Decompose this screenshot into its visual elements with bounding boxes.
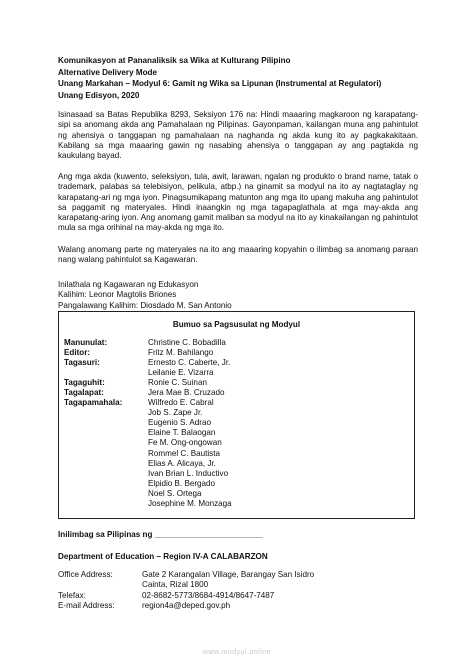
contact-block xyxy=(58,570,314,611)
office-address-row xyxy=(58,570,314,591)
credit-row xyxy=(64,388,232,398)
credit-name: Fritz M. Bahilango xyxy=(148,348,214,358)
module-title: Unang Markahan – Modyul 6: Gamit ng Wika sa Lipunan (Instrumental at Regulatori) xyxy=(58,79,382,88)
credit-name: Fe M. Ong-ongowan xyxy=(148,438,222,448)
credits-title: Bumuo sa Pagsusulat ng Modyul xyxy=(172,320,301,329)
credit-role: Manunulat: xyxy=(64,338,108,347)
watermark: www.modyul.online xyxy=(202,649,272,656)
email-value[interactable]: region4a@deped.gov.ph xyxy=(142,600,231,610)
credit-name: Leilanie E. Vizarra xyxy=(148,368,214,378)
credit-name: Noel S. Ortega xyxy=(148,488,202,498)
credit-name: Josephine M. Monzaga xyxy=(148,498,232,508)
credit-name: Ernesto C. Caberte, Jr. xyxy=(148,358,231,368)
undersecretary-line: Pangalawang Kalihim: Diosdado M. San Antonio xyxy=(58,300,232,310)
credit-name: Wilfredo E. Cabral xyxy=(148,398,214,408)
email-row xyxy=(58,601,314,611)
printed-in-line: Inilimbag sa Pilipinas ng ________________________ xyxy=(58,530,263,539)
telefax-value: 02-8682-5773/8684-4914/8647-7487 xyxy=(142,590,275,600)
credit-name: Job S. Zape Jr. xyxy=(148,408,203,418)
credit-role: Tagaguhit: xyxy=(64,378,105,388)
credit-name: Eugenio S. Adrao xyxy=(148,418,211,428)
credit-role: Tagapamahala: xyxy=(64,398,123,408)
credit-name: Elpidio B. Bergado xyxy=(148,478,216,488)
edition: Unang Edisyon, 2020 xyxy=(58,90,140,100)
credit-name: Elias A. Alicaya, Jr. xyxy=(148,458,216,468)
credit-role: Tagalapat: xyxy=(64,388,104,398)
credit-name: Elaine T. Balaogan xyxy=(148,428,216,438)
credit-name: Ivan Brian L. Inductivo xyxy=(148,468,229,478)
credit-role: Editor: xyxy=(64,348,91,358)
telefax-label: Telefax: xyxy=(58,590,86,600)
credit-name: Christine C. Bobadilla xyxy=(148,338,226,347)
reproduction-paragraph: Walang anomang parte ng materyales na ito ang maaaring kopyahin o ilimbag sa anomang paraan nang walang pahintulot sa Kagawaran. xyxy=(58,245,418,265)
credit-row xyxy=(64,338,232,348)
credit-row xyxy=(64,348,232,358)
credits-box xyxy=(58,311,415,519)
credit-name: Ronie C. Suinan xyxy=(148,378,207,388)
publisher-line: Inilathala ng Kagawaran ng Edukasyon xyxy=(58,280,199,289)
credit-row xyxy=(64,378,232,388)
credits-list xyxy=(64,338,232,509)
office-address-line2: Cainta, Rizal 1800 xyxy=(142,580,209,590)
copyright-paragraph: Isinasaad sa Batas Republika 8293, Seksiyon 176 na: Hindi maaaring magkaroon ng karapatang-sipi sa anomang akda ang Pamahalaan ng Pilipinas. Gayonpaman, kailangan muna ang pahintulot ng ahensiya o tanggapan ng pamahalaan na naghanda ng akda kung ito ay pagkakakitaan. Kabilang sa mga maaaring gawin ng nasabing ahensiya o tanggapan ay ang pagtakda ng kaukulang bayad. xyxy=(58,110,418,161)
telefax-row xyxy=(58,591,314,601)
subject-title: Komunikasyon at Pananaliksik sa Wika at Kulturang Pilipino xyxy=(58,56,291,65)
delivery-mode: Alternative Delivery Mode xyxy=(58,67,157,77)
secretary-line: Kalihim: Leonor Magtolis Briones xyxy=(58,290,177,300)
office-address-line1: Gate 2 Karangalan Village, Barangay San Isidro xyxy=(142,570,315,579)
credit-name: Rommel C. Bautista xyxy=(148,448,220,458)
publisher-block xyxy=(58,280,232,311)
credit-row xyxy=(64,398,232,509)
credit-row xyxy=(64,358,232,378)
credit-name: Jera Mae B. Cruzado xyxy=(148,388,225,398)
header-block xyxy=(58,55,438,101)
office-address-label: Office Address: xyxy=(58,570,113,579)
deped-region-heading: Department of Education – Region IV-A CALABARZON xyxy=(58,552,268,561)
materials-paragraph: Ang mga akda (kuwento, seleksiyon, tula, awit, larawan, ngalan ng produkto o brand name, tatak o trademark, palabas sa telebisiyon, pelikula, atbp.) na ginamit sa modyul na ito ay nagtataglay ng karapatang-ari ng mga iyon. Pinagsumikapang matunton ang mga ito upang makuha ang pahintulot sa paggamit ng materyales. Hindi inaangkin ng mga tagapaglathala at mga may-akda ang karapatang-aring iyon. Ang anomang gamit maliban sa modyul na ito ay kinakailangan ng pahintulot mula sa mga orihinal na may-akda ng mga ito. xyxy=(58,172,418,233)
credit-role: Tagasuri: xyxy=(64,358,100,368)
email-label: E-mail Address: xyxy=(58,600,115,610)
